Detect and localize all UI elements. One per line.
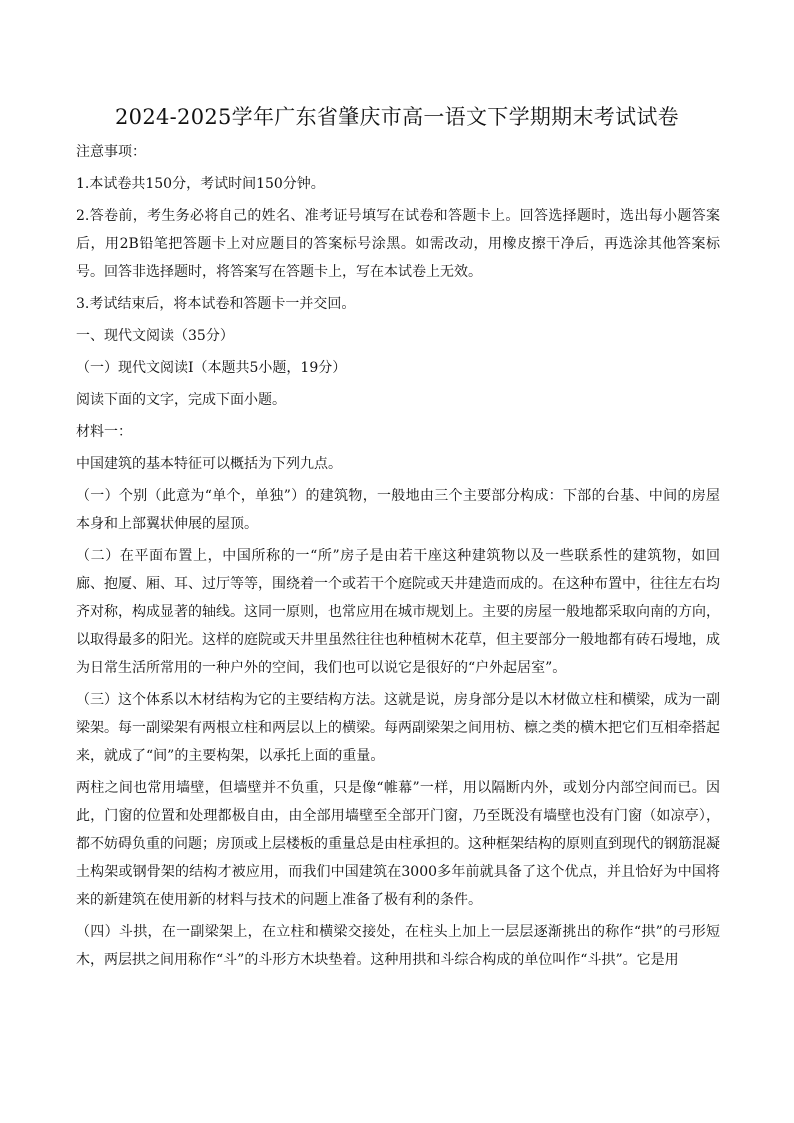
notice-item: 3.考试结束后，将本试卷和答题卡一并交回。 [76, 296, 356, 312]
subsection-heading: （一）现代文阅读Ⅰ（本题共5小题，19分） [76, 360, 347, 376]
notice-heading: 注意事项： [76, 144, 146, 160]
notice-item: 1.本试卷共150分，考试时间150分钟。 [76, 176, 325, 192]
paragraph: 两柱之间也常用墙壁，但墙壁并不负重，只是像“帷幕”一样，用以隔断内外，或划分内部空间而已。因此，门窗的位置和处理都极自由，由全部用墙壁至全部开门窗，乃至既没有墙壁也没有门窗（如凉亭），都不妨碍负重的问题；房顶或上层楼板的重量总是由柱承担的。这种框架结构的原则直到现代的钢筋混凝土构架或钢骨架的结构才被应用，而我们中国建筑在3000多年前就具备了这个优点，并且恰好为中国将来的新建筑在使用新的材料与技术的问题上准备了极有利的条件。 [76, 780, 720, 908]
section-heading: 一、现代文阅读（35分） [76, 328, 234, 344]
paragraph: （三）这个体系以木材结构为它的主要结构方法。这就是说，房身部分是以木材做立柱和横梁，成为一副梁架。每一副梁架有两根立柱和两层以上的横梁。每两副梁架之间用枋、檩之类的横木把它们互相牵搭起来，就成了“间”的主要构架，以承托上面的重量。 [76, 692, 720, 764]
notice-item: 2.答卷前，考生务必将自己的姓名、准考证号填写在试卷和答题卡上。回答选择题时，选出每小题答案后，用2B铅笔把答题卡上对应题目的答案标号涂黑。如需改动，用橡皮擦干净后，再选涂其他答案标号。回答非选择题时，将答案写在答题卡上，写在本试卷上无效。 [76, 208, 720, 280]
paragraph: （一）个别（此意为“单个，单独”）的建筑物，一般地由三个主要部分构成：下部的台基、中间的房屋本身和上部翼状伸展的屋顶。 [76, 488, 720, 532]
page-title: 2024-2025学年广东省肇庆市高一语文下学期期末考试试卷 [115, 105, 679, 129]
paragraph: 中国建筑的基本特征可以概括为下列九点。 [76, 456, 342, 472]
document-body [76, 138, 720, 974]
paragraph: （四）斗拱，在一副梁架上，在立柱和横梁交接处，在柱头上加上一层层逐渐挑出的称作“拱”的弓形短木，两层拱之间用称作“斗”的斗形方木块垫着。这种用拱和斗综合构成的单位叫作“斗拱”。它是用 [76, 924, 720, 968]
material-label: 材料一： [76, 424, 132, 440]
instruction-text: 阅读下面的文字，完成下面小题。 [76, 392, 286, 408]
paragraph: （二）在平面布置上，中国所称的一“所”房子是由若干座这种建筑物以及一些联系性的建筑物，如回廊、抱厦、厢、耳、过厅等等，围绕着一个或若干个庭院或天井建造而成的。在这种布置中，往往左右均齐对称，构成显著的轴线。这同一原则，也常应用在城市规划上。主要的房屋一般地都采取向南的方向，以取得最多的阳光。这样的庭院或天井里虽然往往也种植树木花草，但主要部分一般地都有砖石墁地，成为日常生活所常用的一种户外的空间，我们也可以说它是很好的“户外起居室”。 [76, 548, 720, 676]
